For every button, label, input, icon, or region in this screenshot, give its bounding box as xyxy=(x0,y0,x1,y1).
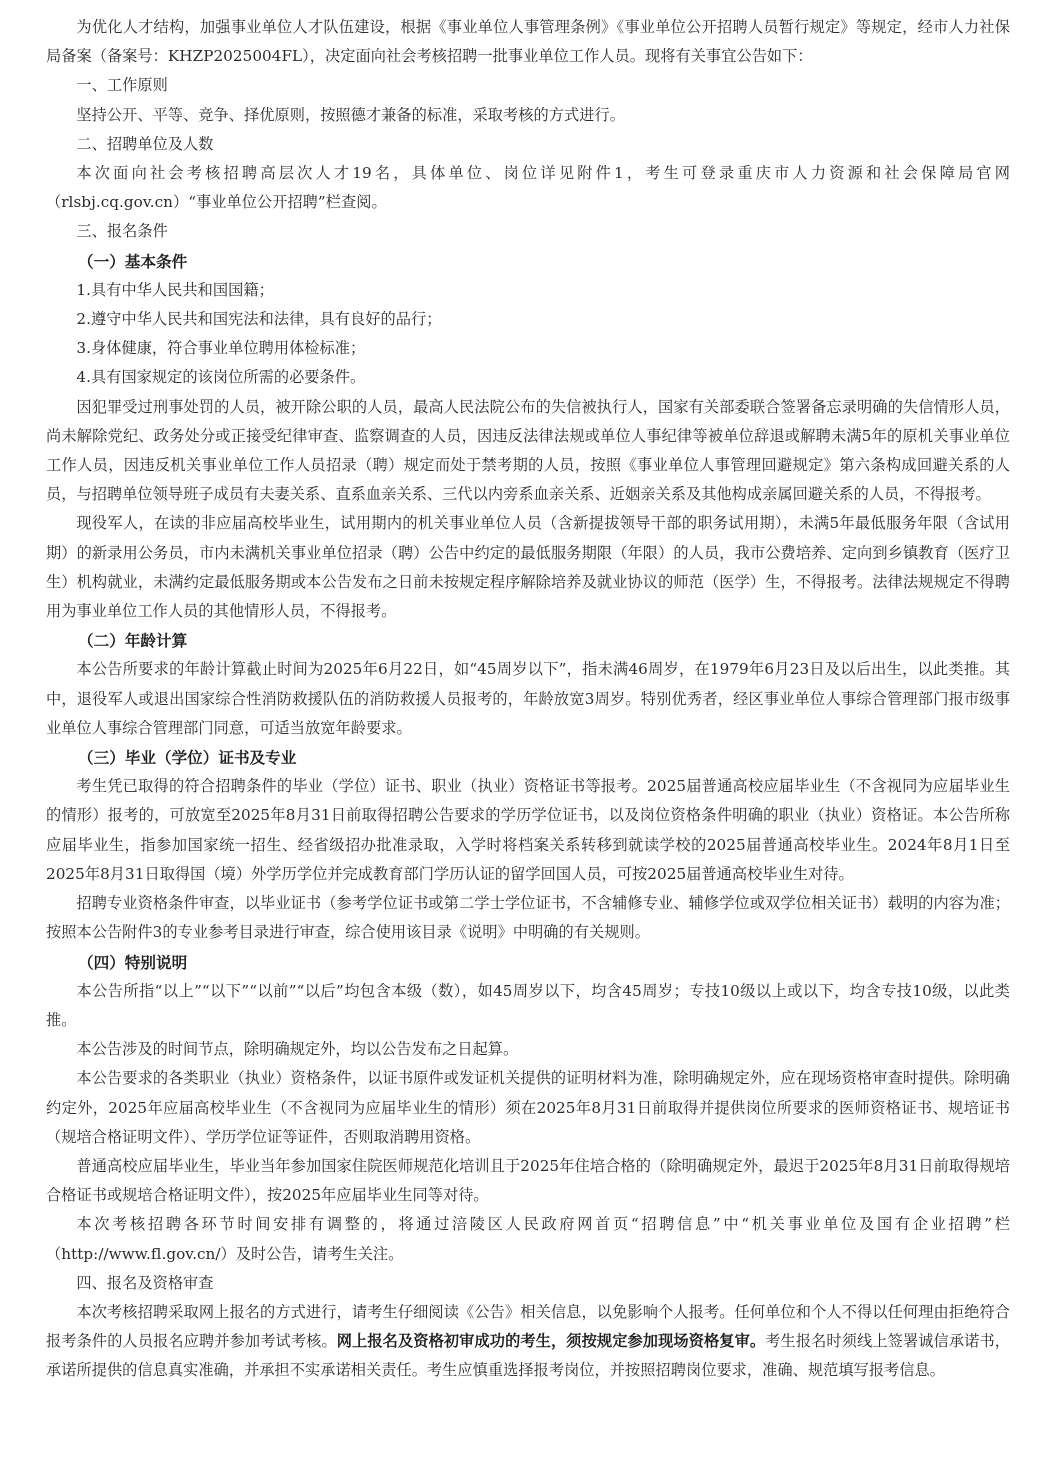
section-3-heading: 三、报名条件 xyxy=(76,222,168,241)
basic-condition-item: 3.身体健康，符合事业单位聘用体检标准； xyxy=(76,339,366,358)
intro-paragraph: 为优化人才结构，加强事业单位人才队伍建设，根据《事业单位人事管理条例》《事业单位公开招聘人员暂行规定》等规定，经市人力社保局备案（备案号：KHZP2025004FL），决定面向社会考核招聘一批事业单位工作人员。现将有关事宜公告如下： xyxy=(46,18,1010,66)
special-body-3: 本公告要求的各类职业（执业）资格条件，以证书原件或发证机关提供的证明材料为准，除明确规定外，应在现场资格审查时提供。除明确约定外，2025年应届高校毕业生（不含视同为应届毕业生的情形）须在2025年8月31日前取得并提供岗位所要求的医师资格证书、规培证书（规培合格证明文件）、学历学位证等证件，否则取消聘用资格。 xyxy=(46,1069,1010,1146)
age-body: 本公告所要求的年龄计算截止时间为2025年6月22日，如“45周岁以下”，指未满46周岁，在1979年6月23日及以后出生，以此类推。其中，退役军人或退出国家综合性消防救援队伍的消防救援人员报考的，年龄放宽3周岁。特别优秀者，经区事业单位人事综合管理部门报市级事业单位人事综合管理部门同意，可适当放宽年龄要求。 xyxy=(46,660,1010,737)
special-body-4: 普通高校应届毕业生，毕业当年参加国家住院医师规范化培训且于2025年住培合格的（除明确规定外，最迟于2025年8月31日前取得规培合格证书或规培合格证明文件），按2025年应届毕业生同等对待。 xyxy=(46,1156,1010,1205)
exclusion-paragraph-1: 因犯罪受过刑事处罚的人员，被开除公职的人员，最高人民法院公布的失信被执行人，国家有关部委联合签署备忘录明确的失信情形人员，尚未解除党纪、政务处分或正接受纪律审查、监察调查的人员，因违反法律法规或单位人事纪律等被单位辞退或解聘未满5年的原机关事业单位工作人员，因违反机关事业单位工作人员招录（聘）规定而处于禁考期的人员，按照《事业单位人事管理回避规定》第六条构成回避关系的人员，与招聘单位领导班子成员有夫妻关系、直系血亲关系、三代以内旁系血亲关系、近姻亲关系及其他构成亲属回避关系的人员，不得报考。 xyxy=(46,397,1010,504)
degree-body-2: 招聘专业资格条件审查，以毕业证书（参考学位证书或第二学士学位证书，不含辅修专业、辅修学位或双学位相关证书）载明的内容为准；按照本公告附件3的专业参考目录进行审查，综合使用该目录《说明》中明确的有关规则。 xyxy=(46,894,1010,942)
degree-body-1: 考生凭已取得的符合招聘条件的毕业（学位）证书、职业（执业）资格证书等报考。2025届普通高校应届毕业生（不含视同为应届毕业生的情形）报考的，可放宽至2025年8月31日前取得招聘公告要求的学历学位证书，以及岗位资格条件明确的职业（执业）资格证。本公告所称应届毕业生，指参加国家统一招生、经省级招办批准录取，入学时将档案关系转移到就读学校的2025届普通高校毕业生。2024年8月1日至2025年8月31日取得国（境）外学历学位并完成教育部门学历认证的留学回国人员，可按2025届普通高校毕业生对待。 xyxy=(46,777,1010,883)
section-2-heading: 二、招聘单位及人数 xyxy=(76,134,214,153)
subsection-special-heading: （四）特别说明 xyxy=(78,952,188,972)
section-1-body: 坚持公开、平等、竞争、择优原则，按照德才兼备的标准，采取考核的方式进行。 xyxy=(76,105,625,124)
basic-condition-item: 2.遵守中华人民共和国宪法和法律，具有良好的品行； xyxy=(76,310,442,329)
section-4-heading: 四、报名及资格审查 xyxy=(76,1273,214,1292)
special-body-5: 本次考核招聘各环节时间安排有调整的，将通过涪陵区人民政府网首页“招聘信息”中“机关事业单位及国有企业招聘”栏（http://www.fl.gov.cn/）及时公告，请考生关注。 xyxy=(46,1215,1010,1263)
subsection-basic-heading: （一）基本条件 xyxy=(78,251,188,271)
basic-condition-item: 4.具有国家规定的该岗位所需的必要条件。 xyxy=(76,368,366,387)
exclusion-paragraph-2: 现役军人，在读的非应届高校毕业生，试用期内的机关事业单位人员（含新提拔领导干部的职务试用期），未满5年最低服务年限（含试用期）的新录用公务员，市内未满机关事业单位招录（聘）公告中约定的最低服务期限（年限）的人员，我市公费培养、定向到乡镇教育（医疗卫生）机构就业，未满约定最低服务期或本公告发布之日前未按规定程序解除培养及就业协议的师范（医学）生，不得报考。法律法规规定不得聘用为事业单位工作人员的其他情形人员，不得报考。 xyxy=(46,514,1010,621)
basic-condition-item: 1.具有中华人民共和国国籍； xyxy=(76,280,274,299)
section-4-body-strong: 网上报名及资格初审成功的考生，须按规定参加现场资格复审。 xyxy=(336,1332,766,1351)
section-2-body: 本次面向社会考核招聘高层次人才19名，具体单位、岗位详见附件1，考生可登录重庆市人力资源和社会保障局官网（rlsbj.cq.gov.cn）“事业单位公开招聘”栏查阅。 xyxy=(46,164,1010,212)
section-1-heading: 一、工作原则 xyxy=(76,76,168,95)
special-body-1: 本公告所指“以上”“以下”“以前”“以后”均包含本级（数），如45周岁以下，均含45周岁；专技10级以上或以下，均含专技10级，以此类推。 xyxy=(46,981,1010,1029)
subsection-degree-heading: （三）毕业（学位）证书及专业 xyxy=(78,748,297,768)
subsection-age-heading: （二）年龄计算 xyxy=(78,631,188,651)
section-4-body xyxy=(46,1298,1010,1386)
special-body-2: 本公告涉及的时间节点，除明确规定外，均以公告发布之日起算。 xyxy=(76,1040,519,1059)
section-4-body-b: 考生报名时须线上签署诚信承诺书，承诺所提供的信息真实准确，并承担不实承诺相关责任。考生应慎重选择报考岗位，并按照招聘岗位要求，准确、规范填写报考信息。 xyxy=(46,1332,1010,1380)
section-4-body-a: 本次考核招聘采取网上报名的方式进行，请考生仔细阅读《公告》相关信息，以免影响个人报考。任何单位和个人不得以任何理由拒绝符合报考条件的人员报名应聘并参加考试考核。 xyxy=(46,1302,1010,1351)
